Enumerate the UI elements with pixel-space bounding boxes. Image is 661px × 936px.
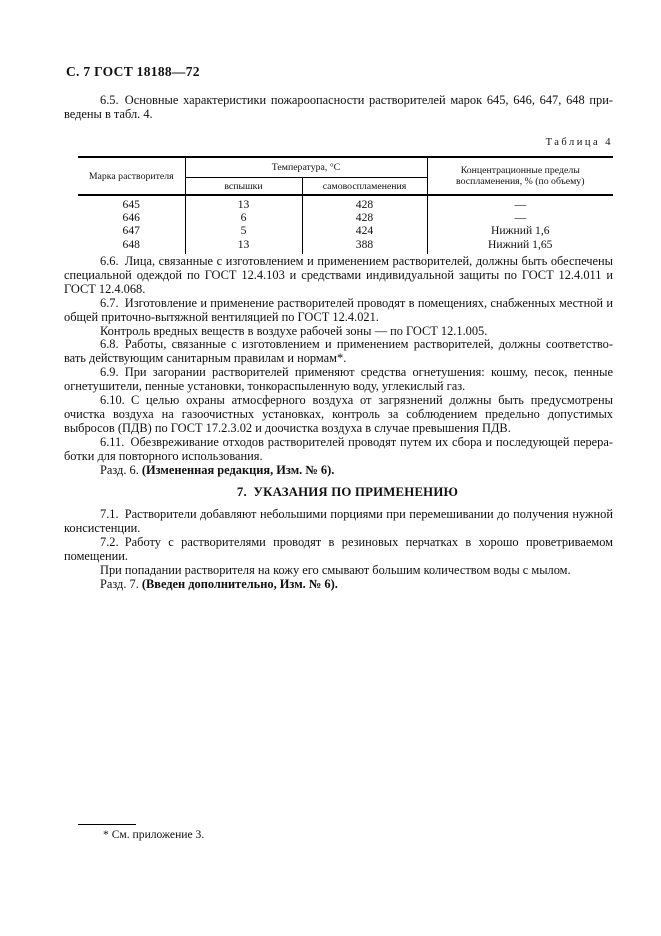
cell-self-ignition: 424 [302,224,427,237]
footnote: * См. приложение 3. [103,828,205,841]
paragraph-6-7: 6.7. Изготовление и применение растворителей проводят в помещениях, снабженных местной и общей приточно-вытяжной вентиляцией по ГОСТ 12.4.021. [64,295,613,324]
table-row [78,224,613,237]
cell-mark: 647 [78,224,185,237]
cell-flash: 13 [185,238,302,251]
revision-prefix: Разд. 7. [100,576,139,591]
section-7-heading: 7. УКАЗАНИЯ ПО ПРИМЕНЕНИЮ [236,484,459,499]
cell-mark: 645 [78,195,185,211]
cell-flash: 13 [185,195,302,211]
cell-limits: Нижний 1,65 [488,237,553,251]
paragraph-6-8: 6.8. Работы, связанные с изготовлением и применением растворителей, должны соответствовать действующим санитарным правилам и нормам*. [64,337,613,366]
cell-self-ignition: 428 [302,211,427,224]
paragraph-7-1: 7.1. Растворители добавляют небольшими порциями при перемешивании до получения нужной консистенции. [64,507,613,536]
column-header-solvent-mark: Марка растворителя [78,157,185,195]
cell-limits: — [514,211,527,225]
cell-flash: 5 [185,224,302,237]
table-caption: Таблица 4 [545,137,613,148]
paragraph-6-5: 6.5. Основные характеристики пожароопасности растворителей марок 645, 646, 647, 648 приведены в табл. 4. [64,93,613,121]
paragraph-6-11: 6.11. Обезвреживание отходов растворителей проводят путем их сбора и последующей переработки для повторного использования. [64,434,613,463]
cell-flash: 6 [185,211,302,224]
paragraph-6-10: 6.10. С целью охраны атмосферного воздуха от загрязнений должны быть предусмотрены очистка воздуха на газоочистных установках, контроль за соблюдением предельно допустимых выбросов (ПДВ) по ГОСТ 17.2.3.02 и доочистка воздуха в случае превышения ПДВ. [64,393,613,435]
column-header-self-ignition: самовоспламенения [302,178,427,196]
revision-prefix: Разд. 6. [100,462,139,477]
cell-mark: 648 [78,238,185,251]
paragraph-6-6: 6.6. Лица, связанные с изготовлением и применением растворителей, должны быть обеспечены специальной одеждой по ГОСТ 12.4.103 и средствами индивидуальной защиты по ГОСТ 12.4.011 и ГОСТ 12.4.068. [64,254,613,296]
table-header-row-1 [78,157,613,178]
paragraph-7-2-skin: При попадании растворителя на кожу его смывают большим количеством воды с мылом. [100,563,571,578]
cell-mark: 646 [78,211,185,224]
cell-self-ignition: 428 [302,195,427,211]
cell-limits: — [514,198,527,211]
revision-bold-text: (Измененная редакция, Изм. № 6). [141,462,335,477]
table-row [78,195,613,211]
paragraph-7-2: 7.2. Работу с растворителями проводят в резиновых перчатках в хорошо проветриваемом помещении. [64,535,613,564]
column-header-concentration-limits: Концентрационные пределы воспламенения, % (по объему) [427,157,613,195]
section-6-revision-note [64,464,613,478]
column-header-temperature-group: Температура, °С [185,157,427,178]
document-body [64,255,613,592]
footnote-divider [78,824,136,825]
revision-bold-text: (Введен дополнительно, Изм. № 6). [141,576,338,591]
page-header: С. 7 ГОСТ 18188—72 [66,64,200,79]
table-row [78,211,613,224]
fire-hazard-table [78,156,613,254]
cell-self-ignition: 388 [302,238,427,251]
paragraph-6-7-control: Контроль вредных веществ в воздухе рабочей зоны — по ГОСТ 12.1.005. [100,323,488,338]
table-row [78,238,613,251]
column-header-flash-point: вспышки [185,178,302,196]
section-7-revision-note [64,578,613,592]
paragraph-6-9: 6.9. При загорании растворителей применяют средства огнетушения: кошму, песок, пенные огнетушители, пенные установки, тонкораспыленную воду, углекислый газ. [64,365,613,394]
cell-limits: Нижний 1,6 [490,224,550,238]
